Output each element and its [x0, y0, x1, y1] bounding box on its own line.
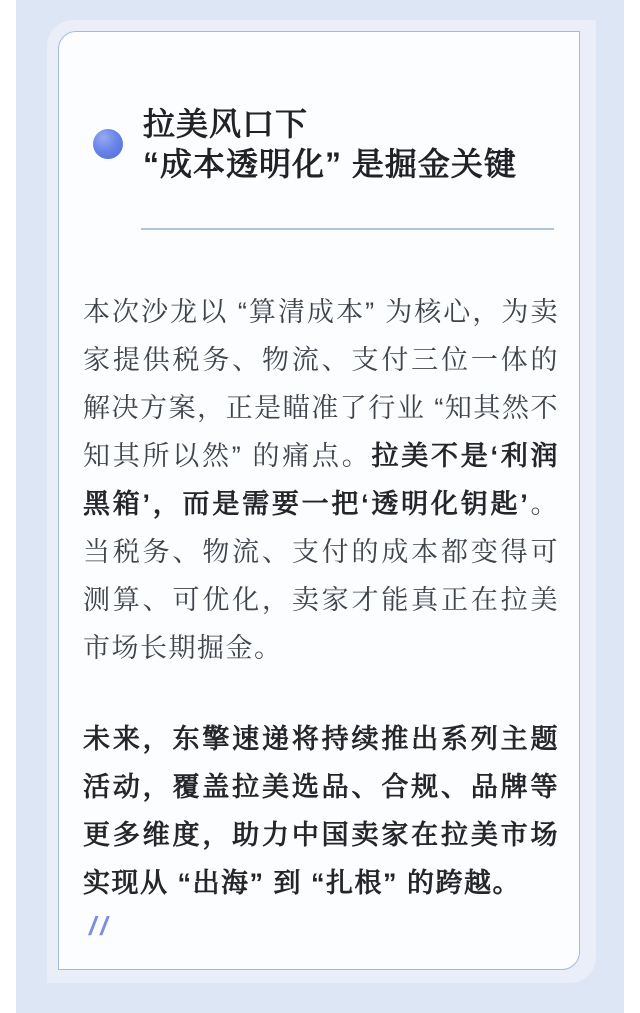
text-run: 本次沙龙以 “算清成本” 为核心，为卖家提供税务、物流、支付三位一体的解决方案，正是瞄准了行业 “知其然不知其所以然” 的痛点。	[83, 297, 559, 471]
title-line-2: “成本透明化” 是掘金关键	[143, 146, 517, 182]
paragraph	[83, 715, 559, 907]
text-run: 。当税务、物流、支付的成本都变得可测算、可优化，卖家才能真正在拉美市场长期掘金。	[83, 489, 559, 663]
bold-text-run: 拉美不是‘利润黑箱’，而是需要一把‘透明化钥匙’	[83, 441, 559, 519]
blue-dot-icon	[93, 129, 123, 159]
title-line-1: 拉美风口下	[143, 106, 309, 142]
bold-text-run: 未来，东擎速递将持续推出系列主题活动，覆盖拉美选品、合规、品牌等更多维度，助力中国卖家在拉美市场实现从 “出海” 到 “扎根” 的跨越。	[83, 724, 559, 898]
page-title	[143, 104, 517, 184]
paragraph	[83, 288, 559, 672]
content-card	[58, 31, 580, 970]
title-divider	[141, 228, 554, 230]
end-slashes-decoration: //	[89, 911, 112, 941]
title-row	[93, 104, 559, 184]
outer-panel	[47, 20, 596, 983]
